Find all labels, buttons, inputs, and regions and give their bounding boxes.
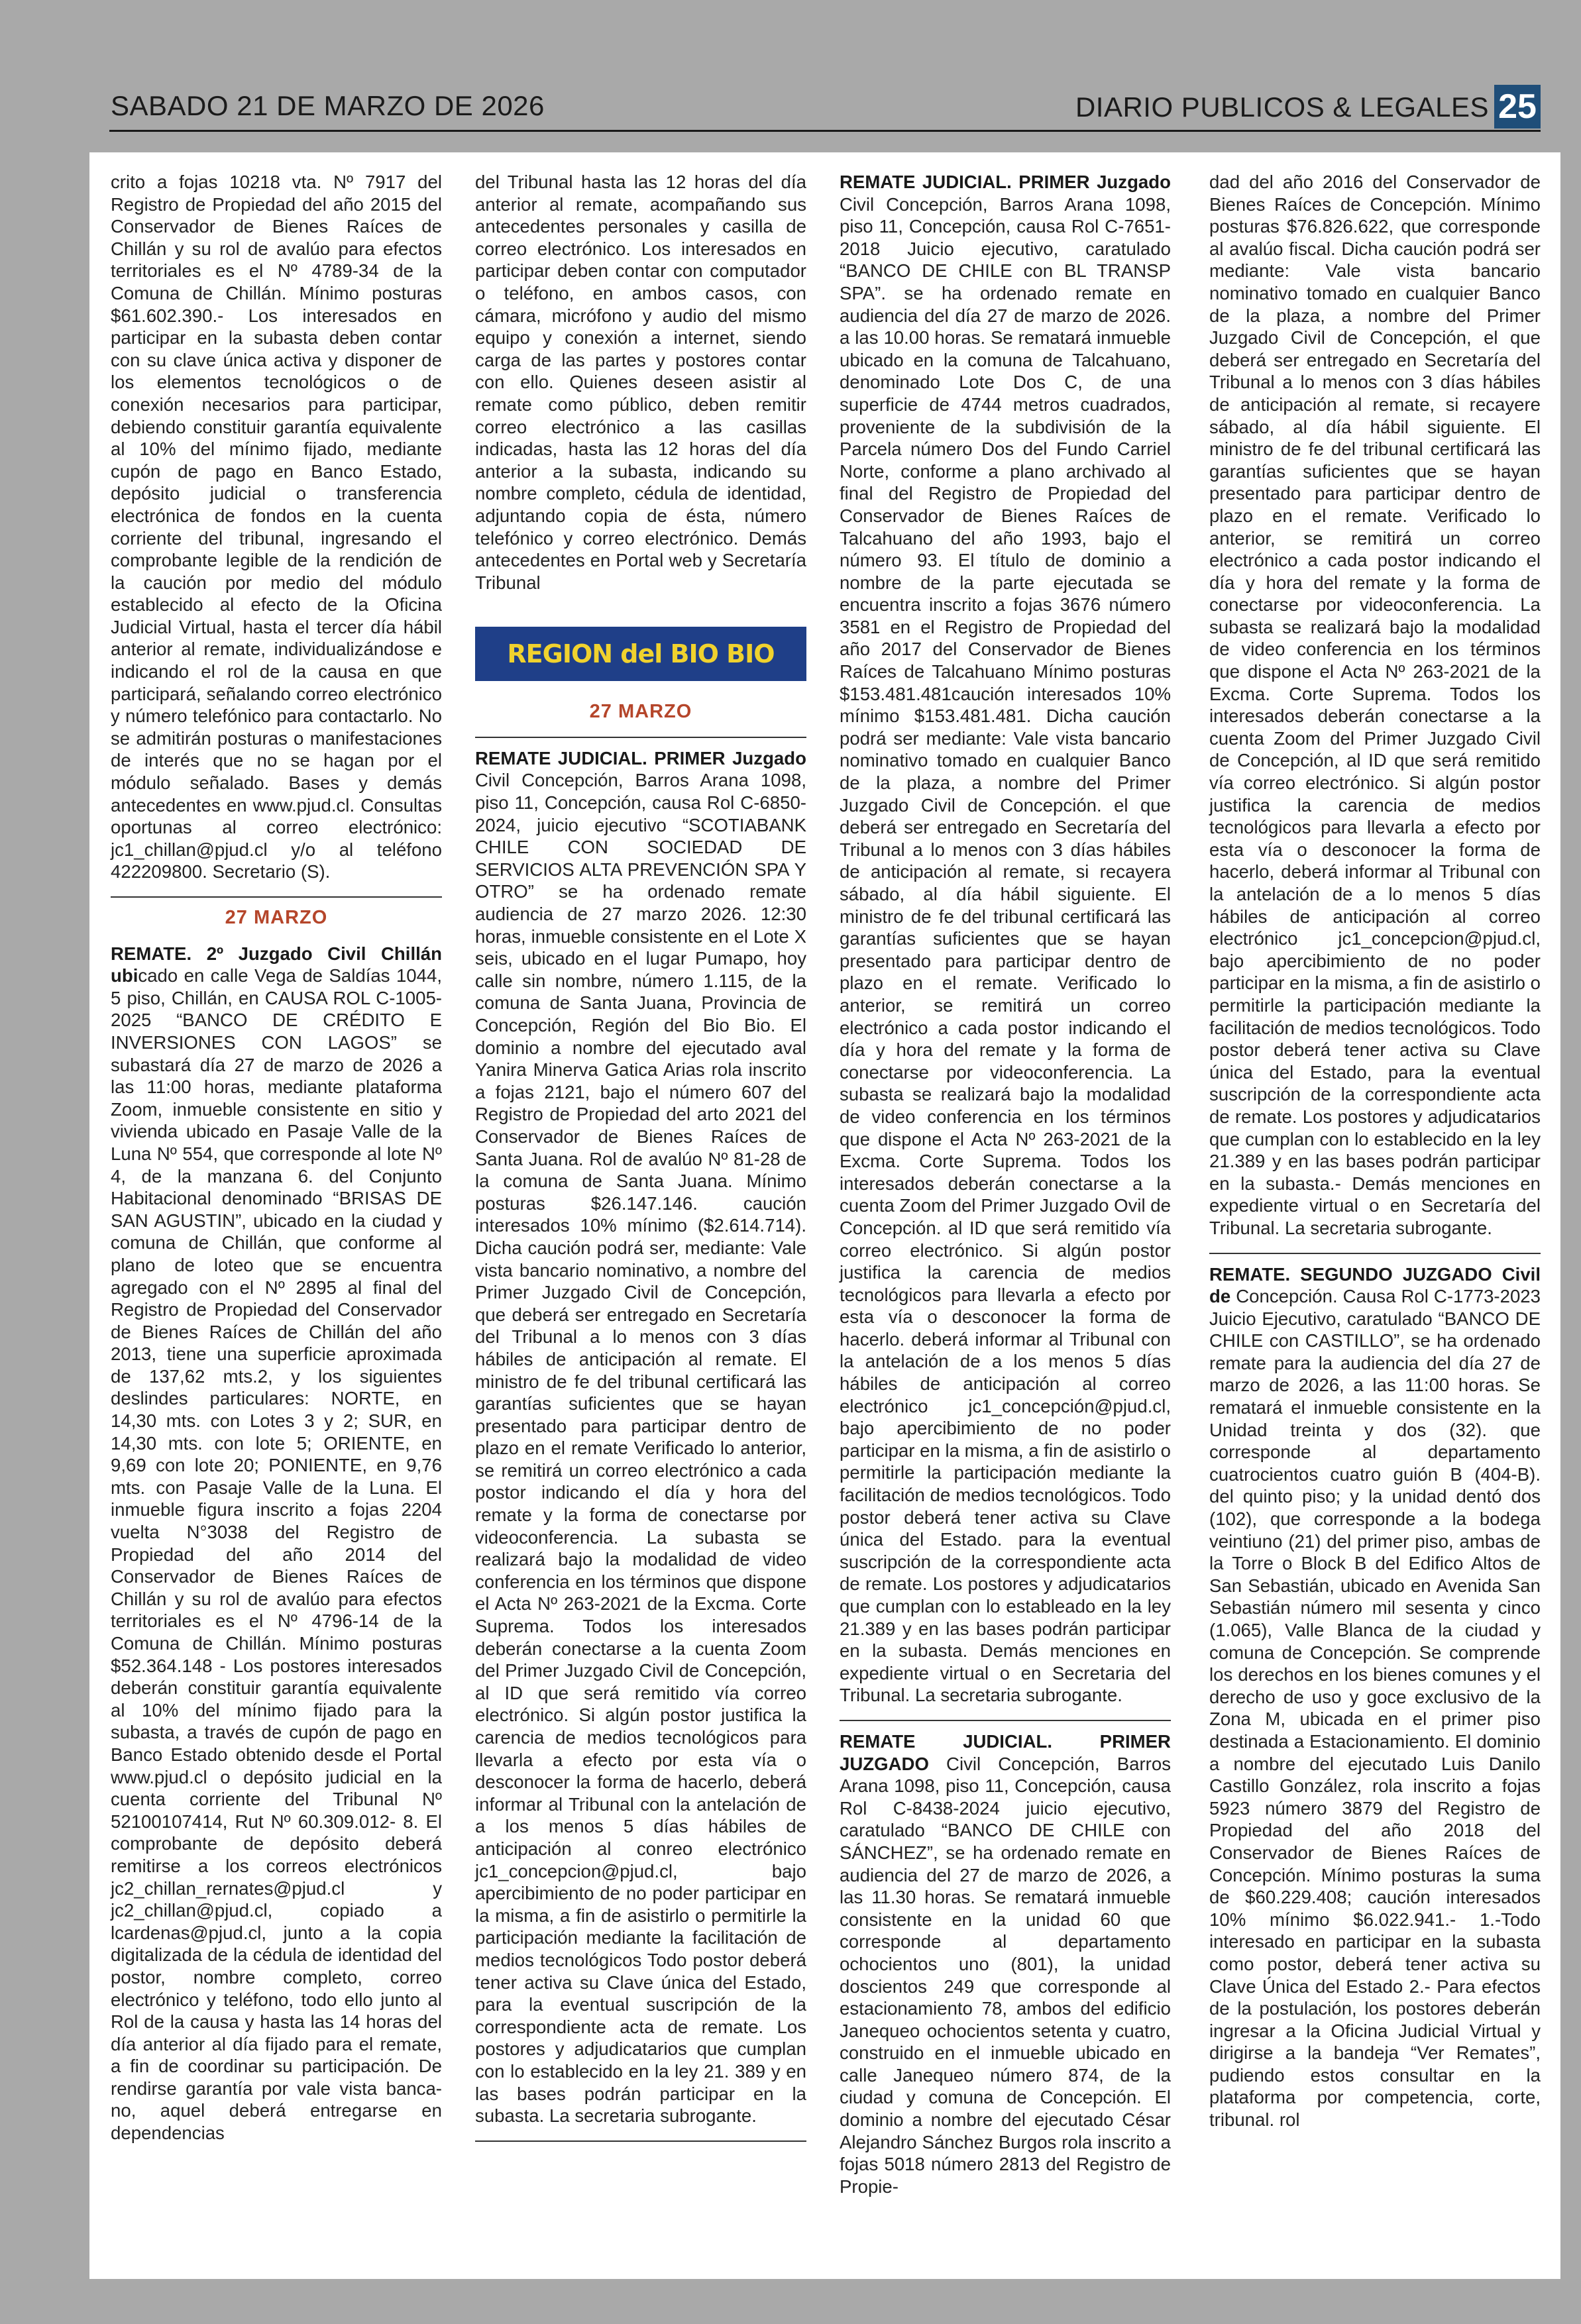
notice-continuation: dad del año 2016 del Conservador de Bienes Raíces de Concepción. Mínimo posturas $76.826.622, que corresponde al avalúo fiscal. Dicha caución podrá ser mediante: Vale vista bancario nominativo tomado en cualquier Banco de la plaza, a nombre del Primer Juzgado Civil de Concepción, el que deberá ser entregado en Secretaría del Tribunal a lo menos con 3 días hábiles de anticipación al remate, si recayere sábado, al día hábil siguiente. El ministro de fe del tribunal certificará las garantías suficientes que se hayan presentado para participar dentro de plazo en el remate. Verificado lo anterior, se remitirá un correo electrónico a cada postor indicando el día y hora del remate y la forma de conectarse por videoconferencia. La subasta se realizará bajo la modalidad de video conferencia en los términos que dispone el Acta Nº 263-2021 de la Excma. Corte Suprema. Todos los interesados deberán conectarse a la cuenta Zoom del Primer Juzgado Civil de Concepción, al ID que será remitido vía correo electrónico. Si algún postor justifica la carencia de medios tecnológicos para llevarla a efecto por esta vía o desconocer la forma de hacerlo, deberá informar al Tribunal con la antelación de a lo menos 5 días hábiles de anticipación al correo electrónico jc1_concepcion@pjud.cl, bajo apercibimiento de no poder participar en la misma, a fin de asistirlo o permitirle la participación mediante la facilitación de medios tecnológicos. Todo postor deberá tener activa su Clave única del Estado, para la eventual suscripción de la correspondiente acta de remate. Los postores y adjudicatarios que cumplan con lo establecido en la ley 21.389 y en las bases podrán participar en la subasta.- Demás menciones en expediente virtual o en Secretaría del Tribunal. La secretaria subrogante. xyxy=(1209,172,1541,1238)
section-date: 27 MARZO xyxy=(225,907,328,928)
newspaper-title: DIARIO PUBLICOS & LEGALES xyxy=(1075,91,1489,123)
notice-body: Concepción. Causa Rol C-1773-2023 Juicio Ejecutivo, caratulado “BANCO DE CHILE con CASTILLO”, se ha ordenado remate para la audiencia del día 27 de marzo de 2026, a las 11:00 horas. Se rematará el inmueble consistente en la Unidad treinta y dos (32). que corresponde al departamento cuatrocientos cuatro guión B (404-B). del quinto piso; y la unidad dentó dos (102), que corresponde a la bodega veintiuno (21) del primer piso, ambas de la Torre o Block B del Edifico Altos de San Sebastián, ubicado en Avenida San Sebastián número mil sesenta y cinco (1.065), Valle Blanca de la ciudad y comuna de Concepción. Se comprende los derechos en los bienes comunes y el derecho de uso y goce exclusivo de la Zona M, ubicada en el primer piso destinada a Estacionamiento. El dominio a nombre del ejecutado Luis Danilo Castillo González, rola inscrito a fojas 5923 número 3879 del Registro de Propiedad del año 2018 del Conservador de Bienes Raíces de Concepción. Mínimo posturas la suma de $60.229.408; caución interesados 10% mínimo $6.022.941.- 1.-Todo interesado en participar en la subasta como postor, deberá tener activa su Clave Única del Estado 2.- Para efectos de la postulación, los postores deberán ingresar a la Oficina Judicial Virtual y dirigirse a la bandeja “Ver Remates”, pudiendo estos consultar en la plataforma por competencia, corte, tribunal. rol xyxy=(1209,1286,1541,2131)
notice-lead: REMATE. SEGUNDO JUZGADO Civil de xyxy=(1209,1263,1541,1307)
notice-body: cado en calle Vega de Saldías 1044, 5 piso, Chillán, en CAUSA ROL C-1005-2025 “BANCO DE CRÉDITO E INVERSIONES CON LAGOS” se subastará día 27 de marzo de 2026 a las 11:00 horas, mediante plataforma Zoom, inmueble consistente en sitio y vivienda ubicado en Pasaje Valle de la Luna Nº 554, que corresponde al lote Nº 4, de la manzana 6. del Conjunto Habitacional denominado “BRISAS DE SAN AGUSTIN”, ubicado en la ciudad y comuna de Chillán, que conforme al plano de loteo que se encuentra agregado con el Nº 2895 al final del Registro de Propiedad del Conservador de Bienes Raíces de Chillán del año 2013, tiene una superficie aproximada de 137,62 mts.2, y los siguientes deslindes particulares: NORTE, en 14,30 mts. con Lotes 3 y 2; SUR, en 14,30 mts. con lote 5; ORIENTE, en 9,69 con lote 20; PONIENTE, en 9,76 mts. con Pasaje Valle de la Luna. El inmueble figura inscrito a fojas 2204 vuelta N°3038 del Registro de Propiedad del año 2014 del Conservador de Bienes Raíces de Chillán y su rol de avalúo para efectos territoriales es el Nº 4796-14 de la Comuna de Chillán. Mínimo posturas $52.364.148 - Los postores interesados deberán constituir garantía equivalente al 10% del mínimo fijado para la subasta, a través de cupón de pago en Banco Estado obtenido desde el Portal www.pjud.cl o depósito judicial en la cuenta corriente del Tribunal Nº 52100107414, Rut Nº 60.309.012- 8. El comprobante de depósito deberá remitirse a los correos electrónicos jc2_chillan_rernates@pjud.cl y jc2_chillan@pjud.cl, copiado a lcardenas@pjud.cl, junto a la copia digitalizada de la cédula de identidad del postor, nombre completo, correo electrónico y teléfono, todo ello junto al Rol de la causa y hasta las 14 horas del día anterior al día fijado para el remate, a fin de coordinar su participación. De rendirse garantía por vale vista banca-no, aquel deberá entregarse en dependencias xyxy=(111,965,442,2144)
content-sheet xyxy=(89,152,1560,2279)
divider xyxy=(840,1720,1171,1721)
notice-lead: REMATE JUDICIAL. PRIMER Juzgado xyxy=(475,747,806,768)
divider xyxy=(475,2140,806,2142)
region-banner: REGION del BIO BIO xyxy=(475,627,806,681)
notice-sanchez xyxy=(840,1730,1171,2197)
divider xyxy=(111,896,442,898)
column-3 xyxy=(840,171,1171,2197)
divider xyxy=(475,737,806,738)
notice-body: Civil Concepción, Barros Arana 1098, piso 11, Concepción, causa Rol C-7651-2018 Juicio ejecutivo, caratulado “BANCO DE CHILE con BL TRANSP SPA”. se ha ordenado remate en audiencia del día 27 de marzo de 2026. a las 10.00 horas. Se rematará inmueble ubicado en la comuna de Talcahuano, denominado Lote Dos C, de una superficie de 4744 metros cuadrados, proveniente de la subdivisión de la Parcela número Dos del Fundo Carriel Norte, conforme a plano archivado al final del Registro de Propiedad del Conservador de Bienes Raíces de Talcahuano del año 1993, bajo el número 93. El título de dominio a nombre de la parte ejecutada se encuentra inscrito a fojas 3676 número 3581 en el Registro de Propiedad del año 2017 del Conservador de Bienes Raíces de Talcahuano Mínimo posturas $153.481.481caución interesados 10% mínimo $153.481.481. Dicha caución podrá ser mediante: Vale vista bancario nominativo tomado en cualquier Banco de la plaza, a nombre del Primer Juzgado Civil de Concepción. el que deberá ser entregado en Secretaría del Tribunal a lo menos con 3 días hábiles de anticipación al remate, si recayera sábado, al día hábil siguiente. El ministro de fe del tribunal certificará las garantías suficientes que se hayan presentado para participar dentro de plazo en el remate. Verificado lo anterior, se remitirá un correo electrónico a cada postor indicando el día y hora del remate y la forma de conectarse por videoconferencia. La subasta se realizará bajo la modalidad de video conferencia en los términos que dispone el Acta Nº 263-2021 de la Excma. Corte Suprema. Todos los interesados deberán conectarse a la cuenta Zoom del Primer Juzgado Ovil de Concepción. al ID que será remitido vía correo electrónico. Si algún postor justifica la carencia de medios tecnológicos para llevarla a efecto por esta vía o desconocer la forma de hacerlo. deberá informar al Tribunal con la antelación de a los menos 5 días hábiles de anticipación al correo electrónico jc1_concepción@pjud.cl, bajo apercibimiento de no poder participar en la misma, a fin de asistirlo o permitirle la participación mediante la facilitación de medios tecnológicos. Todo postor deberá tener activa su Clave única del Estado. para la eventual suscripción de la correspondiente acta de remate. Los postores y adjudicatarios que cumplan con lo estableado en la ley 21.389 y en las bases podrán participar en la subasta. Demás menciones en expediente virtual o en Secretaria del Tribunal. La secretaria subrogante. xyxy=(840,193,1171,1706)
divider xyxy=(1209,1253,1541,1254)
page-header xyxy=(109,85,1541,132)
notice-lead: REMATE JUDICIAL. PRIMER Juzgado xyxy=(840,172,1171,192)
notice-lead: REMATE. 2º Juzgado Civil Chillán ubi xyxy=(111,943,442,986)
notice-castillo xyxy=(1209,1263,1541,2131)
notice-scotiabank xyxy=(475,747,806,2127)
notice-continuation: crito a fojas 10218 vta. Nº 7917 del Registro de Propiedad del año 2015 del Conservador de Bienes Raíces de Chillán y su rol de avalúo para efectos territoriales es el Nº 4789-34 de la Comuna de Chillán. Mínimo posturas $61.602.390.- Los interesados en participar en la subasta deben contar con su clave única activa y disponer de los elementos tecnológicos o de conexión necesarios para participar, debiendo constituir garantía equivalente al 10% del mínimo fijado, mediante cupón de pago en Banco Estado, depósito judicial o transferencia electrónica de fondos en la cuenta corriente del tribunal, ingresando el comprobante legible de la rendición de la caución por medio del módulo establecido al efecto de la Oficina Judicial Virtual, hasta el tercer día hábil anterior al remate, individualizándose e indicando el rol de la causa en que participará, señalando correo electrónico y número telefónico para contactarlo. No se admitirán posturas o manifestaciones de interés que no se hagan por el módulo señalado. Bases y demás antecedentes en www.pjud.cl. Consultas oportunas al correo electrónico: jc1_chillan@pjud.cl y/o al teléfono 422209800. Secretario (S). xyxy=(111,172,442,882)
notice-continuation: del Tribunal hasta las 12 horas del día anterior al remate, acompañando sus antecedentes personales y casilla de correo electrónico. Los interesados en participar deben contar con computador o teléfono, en ambos casos, con cámara, micrófono y audio del mismo equipo y conexión a internet, siendo carga de las partes y postores contar con ello. Quienes deseen asistir al remate como público, deben remitir correo electrónico a las casillas indicadas, hasta las 12 horas del día anterior a la subasta, indicando su nombre completo, cédula de identidad, adjuntando copia de ésta, número telefónico y correo electrónico. Demás antecedentes en Portal web y Secretaría Tribunal xyxy=(475,172,806,593)
notice-body: Civil Concepción, Barros Arana 1098, piso 11, Concepción, causa Rol C-8438-2024 juicio ejecutivo, caratulado “BANCO DE CHILE con SÁNCHEZ”, se ha ordenado remate en audiencia del 27 de marzo de 2026, a las 11.30 horas. Se rematará inmueble consistente en la unidad 60 que corresponde al departamento ochocientos uno (801), la unidad doscientos 249 que corresponde al estacionamiento 78, ambos del edificio Janequeo ochocientos setenta y cuatro, construido en el inmueble ubicado en calle Janequeo número 874, de la ciudad y comuna de Concepción. El dominio a nombre del ejecutado César Alejandro Sánchez Burgos rola inscrito a fojas 5018 número 2813 del Registro de Propie- xyxy=(840,1753,1171,2197)
notice-lead: REMATE JUDICIAL. PRIMER JUZGADO xyxy=(840,1730,1171,1774)
section-date: 27 MARZO xyxy=(589,701,692,723)
issue-date: SABADO 21 DE MARZO DE 2026 xyxy=(111,90,545,121)
column-4 xyxy=(1209,171,1541,2131)
notice-chillan xyxy=(111,943,442,2144)
column-2 xyxy=(475,171,806,2151)
notice-body: Civil Concepción, Barros Arana 1098, piso 11, Concepción, causa Rol C-6850-2024, juicio ejecutivo “SCOTIABANK CHILE CON SOCIEDAD DE SERVICIOS ALTA PREVENCIÓN SPA Y OTRO” se ha ordenado remate audiencia de 27 marzo 2026. 12:30 horas, inmueble consistente en el Lote X seis, ubicado en el lugar Pumapo, hoy calle sin nombre, número 1.115, de la comuna de Santa Juana, Provincia de Concepción, Región del Bio Bio. El dominio a nombre del ejecutado aval Yanira Minerva Gatica Arias rola inscrito a fojas 2121, bajo el número 607 del Registro de Propiedad del arto 2021 del Conservador de Bienes Raíces de Santa Juana. Rol de avalúo Nº 81-28 de la comuna de Santa Juana. Mínimo posturas $26.147.146. caución interesados 10% mínimo ($2.614.714). Dicha caución podrá ser, mediante: Vale vista bancario nominativo, a nombre del Primer Juzgado Civil de Concepción, que deberá ser entregado en Secretaría del Tribunal a lo menos con 3 días hábiles de anticipación al remate. El ministro de fe del tribunal certificará las garantías suficientes que se hayan presentado para participar dentro de plazo en el remate Verificado lo anterior, se remitirá un correo electrónico a cada postor indicando el día y hora del remate y la forma de conectarse por videoconferencia. La subasta se realizará bajo la modalidad de video conferencia en los términos que dispone el Acta Nº 263-2021 de la Excma. Corte Suprema. Todos los interesados deberán conectarse a la cuenta Zoom del Primer Juzgado Civil de Concepción, al ID que será remitido vía correo electrónico. Si algún postor justifica la carencia de medios tecnológicos para llevarla a efecto por esta vía o desconocer la forma de hacerlo, deberá informar al Tribunal con la antelación de a los menos 5 días hábiles de anticipación al conreo electrónico jc1_concepcion@pjud.cl, bajo apercibimiento de no poder participar en la misma, a fin de asistirlo o permitirle la participación mediante la facilitación de medios tecnológicos Todo postor deberá tener activa su Clave única del Estado, para la eventual suscripción de la correspondiente acta de remate. Los postores y adjudicatarios que cumplan con lo establecido en la ley 21. 389 y en las bases podrán participar en la subasta. La secretaria subrogante. xyxy=(475,770,806,2127)
column-1 xyxy=(111,171,442,2144)
notice-bl-transp xyxy=(840,171,1171,1707)
page-number: 25 xyxy=(1494,85,1541,129)
